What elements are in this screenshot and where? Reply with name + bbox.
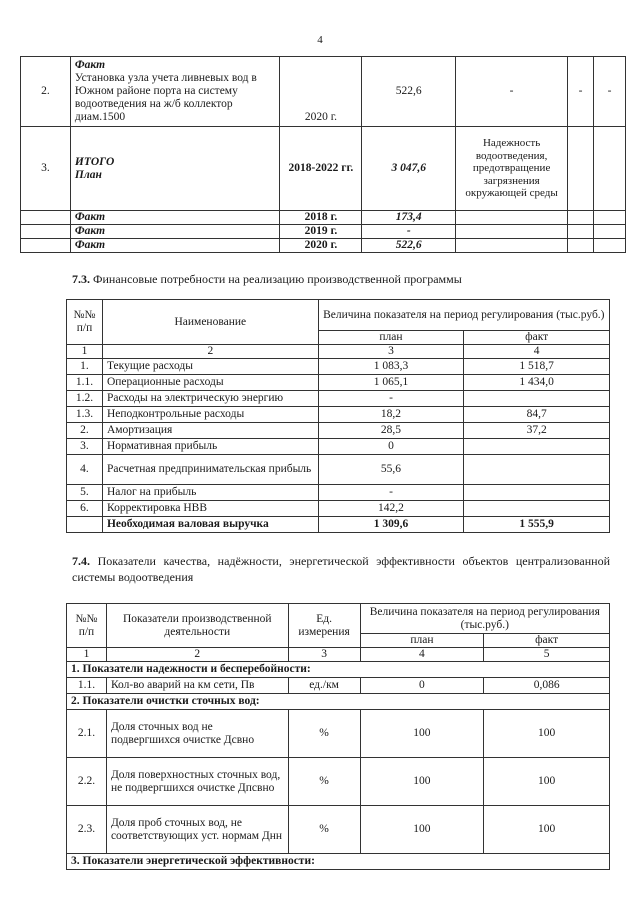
effect-cell: Надежность водоотведения, предотвращение загрязнения окружающей среды [456,127,568,211]
extra-cell [594,225,626,239]
value-cell: - [362,225,456,239]
table-row [67,375,610,391]
value-cell: 522,6 [362,57,456,127]
row-name: Амортизация [102,423,318,439]
value-cell: 173,4 [362,211,456,225]
table-row [21,225,626,239]
plan-value: 28,5 [318,423,464,439]
header-name: Наименование [102,300,318,345]
table-header-row [67,300,610,331]
unit-value: % [288,710,360,758]
row-name: Неподконтрольные расходы [102,407,318,423]
row-number: 5. [67,485,103,501]
section-label: 1. Показатели надежности и бесперебойности: [67,662,610,678]
column-index: 1 [67,648,107,662]
table-row [67,485,610,501]
quality-indicators-table [66,603,610,870]
extra-cell [568,239,594,253]
column-index: 1 [67,345,103,359]
extra-cell [594,211,626,225]
effect-cell [456,225,568,239]
fact-value: 1 555,9 [464,517,610,533]
row-number: 1. [67,359,103,375]
section-heading-7-4 [72,553,610,585]
row-number: 1.2. [67,391,103,407]
row-name: Доля проб сточных вод, не соответствующих уст. нормам Днн [106,806,288,854]
column-index-row [67,648,610,662]
row-number: 4. [67,455,103,485]
year-cell: 2020 г. [280,239,362,253]
extra-cell: - [594,57,626,127]
row-number: 1.1. [67,375,103,391]
plan-value: 0 [318,439,464,455]
header-name: Показатели производственной деятельности [106,604,288,648]
table-row [67,391,610,407]
extra-cell [568,211,594,225]
row-name: Операционные расходы [102,375,318,391]
column-index: 3 [318,345,464,359]
table-row [67,678,610,694]
row-number: 3. [67,439,103,455]
header-fact: факт [484,634,610,648]
investment-table [20,56,626,253]
column-index: 2 [102,345,318,359]
row-name: Расчетная предпринимательская прибыль [102,455,318,485]
row-number [67,517,103,533]
fact-value: 0,086 [484,678,610,694]
effect-cell [456,239,568,253]
section-row [67,694,610,710]
fact-label: Факт [70,239,280,253]
fact-value [464,485,610,501]
row-number: 2. [21,57,71,127]
plan-value: 100 [360,710,484,758]
fact-value: 1 434,0 [464,375,610,391]
fact-label: Факт [70,211,280,225]
section-label: 2. Показатели очистки сточных вод: [67,694,610,710]
effect-cell [456,211,568,225]
section-number: 7.4. [72,554,90,568]
row-number: 2.3. [67,806,107,854]
measure-cell [70,127,280,211]
column-index: 4 [464,345,610,359]
table-row [21,127,626,211]
row-name: Кол-во аварий на км сети, Пв [106,678,288,694]
plan-value: - [318,485,464,501]
fact-value [464,501,610,517]
section-title: Показатели качества, надёжности, энергетической эффективности объектов централизованной системы водоотведения [72,554,610,584]
extra-cell [568,127,594,211]
fact-value: 100 [484,758,610,806]
plan-value: 1 065,1 [318,375,464,391]
column-index-row [67,345,610,359]
plan-value: 1 083,3 [318,359,464,375]
extra-cell: - [568,57,594,127]
measure-cell [70,57,280,127]
extra-cell [594,239,626,253]
column-index: 3 [288,648,360,662]
plan-value: - [318,391,464,407]
row-name: Текущие расходы [102,359,318,375]
header-plan: план [360,634,484,648]
plan-value: 100 [360,806,484,854]
plan-value: 55,6 [318,455,464,485]
fact-value: 84,7 [464,407,610,423]
table-row [67,501,610,517]
row-name: Корректировка НВВ [102,501,318,517]
row-name: Доля поверхностных сточных вод, не подвергшихся очистке Дпсвно [106,758,288,806]
section-row [67,854,610,870]
row-name: Расходы на электрическую энергию [102,391,318,407]
table-row [67,359,610,375]
fact-value: 100 [484,806,610,854]
section-number: 7.3. [72,272,90,286]
table-row [67,423,610,439]
extra-cell [568,225,594,239]
header-unit: Ед. измерения [288,604,360,648]
table-row [67,407,610,423]
row-number: 1.1. [67,678,107,694]
plan-label: План [74,168,102,181]
row-name: Необходимая валовая выручка [102,517,318,533]
effect-cell: - [456,57,568,127]
plan-value: 142,2 [318,501,464,517]
table-row [67,439,610,455]
plan-value: 100 [360,758,484,806]
fact-value: 100 [484,710,610,758]
column-index: 5 [484,648,610,662]
header-num: №№ п/п [67,300,103,345]
table-row [21,57,626,127]
table-row-total [67,517,610,533]
table-row [67,806,610,854]
value-cell: 3 047,6 [362,127,456,211]
plan-value: 1 309,6 [318,517,464,533]
row-number [21,211,71,225]
fact-label: Факт [74,59,106,71]
plan-value: 18,2 [318,407,464,423]
section-label: 3. Показатели энергетической эффективности: [67,854,610,870]
fact-value: 37,2 [464,423,610,439]
row-number: 1.3. [67,407,103,423]
total-label: ИТОГО [74,155,115,168]
measure-description: Установка узла учета ливневых вод в Южном районе порта на систему водоотведения на ж/б коллектор диам.1500 [74,72,257,123]
year-cell: 2020 г. [280,57,362,127]
row-name: Доля сточных вод не подвергшихся очистке Дсвно [106,710,288,758]
section-row [67,662,610,678]
row-name: Нормативная прибыль [102,439,318,455]
header-fact: факт [464,331,610,345]
header-num: №№ п/п [67,604,107,648]
row-number: 2. [67,423,103,439]
table-row [21,211,626,225]
year-cell: 2018-2022 гг. [280,127,362,211]
header-value: Величина показателя на период регулирования (тыс.руб.) [318,300,609,331]
section-title: Финансовые потребности на реализацию производственной программы [93,272,462,286]
value-cell: 522,6 [362,239,456,253]
row-number [21,225,71,239]
page-number: 4 [317,34,323,46]
financial-needs-table [66,299,610,533]
fact-label: Факт [70,225,280,239]
fact-value [464,391,610,407]
fact-value [464,455,610,485]
plan-value: 0 [360,678,484,694]
row-number [21,239,71,253]
section-heading-7-3 [72,271,612,287]
header-value: Величина показателя на период регулирования (тыс.руб.) [360,604,609,634]
column-index: 2 [106,648,288,662]
year-cell: 2018 г. [280,211,362,225]
fact-value [464,439,610,455]
unit-value: % [288,758,360,806]
year-cell: 2019 г. [280,225,362,239]
table-row [21,239,626,253]
fact-value: 1 518,7 [464,359,610,375]
unit-value: % [288,806,360,854]
table-row [67,710,610,758]
row-number: 2.1. [67,710,107,758]
table-row [67,758,610,806]
extra-cell [594,127,626,211]
header-plan: план [318,331,464,345]
row-number: 2.2. [67,758,107,806]
column-index: 4 [360,648,484,662]
table-row [67,455,610,485]
row-name: Налог на прибыль [102,485,318,501]
row-number: 3. [21,127,71,211]
unit-value: ед./км [288,678,360,694]
row-number: 6. [67,501,103,517]
table-header-row [67,604,610,634]
